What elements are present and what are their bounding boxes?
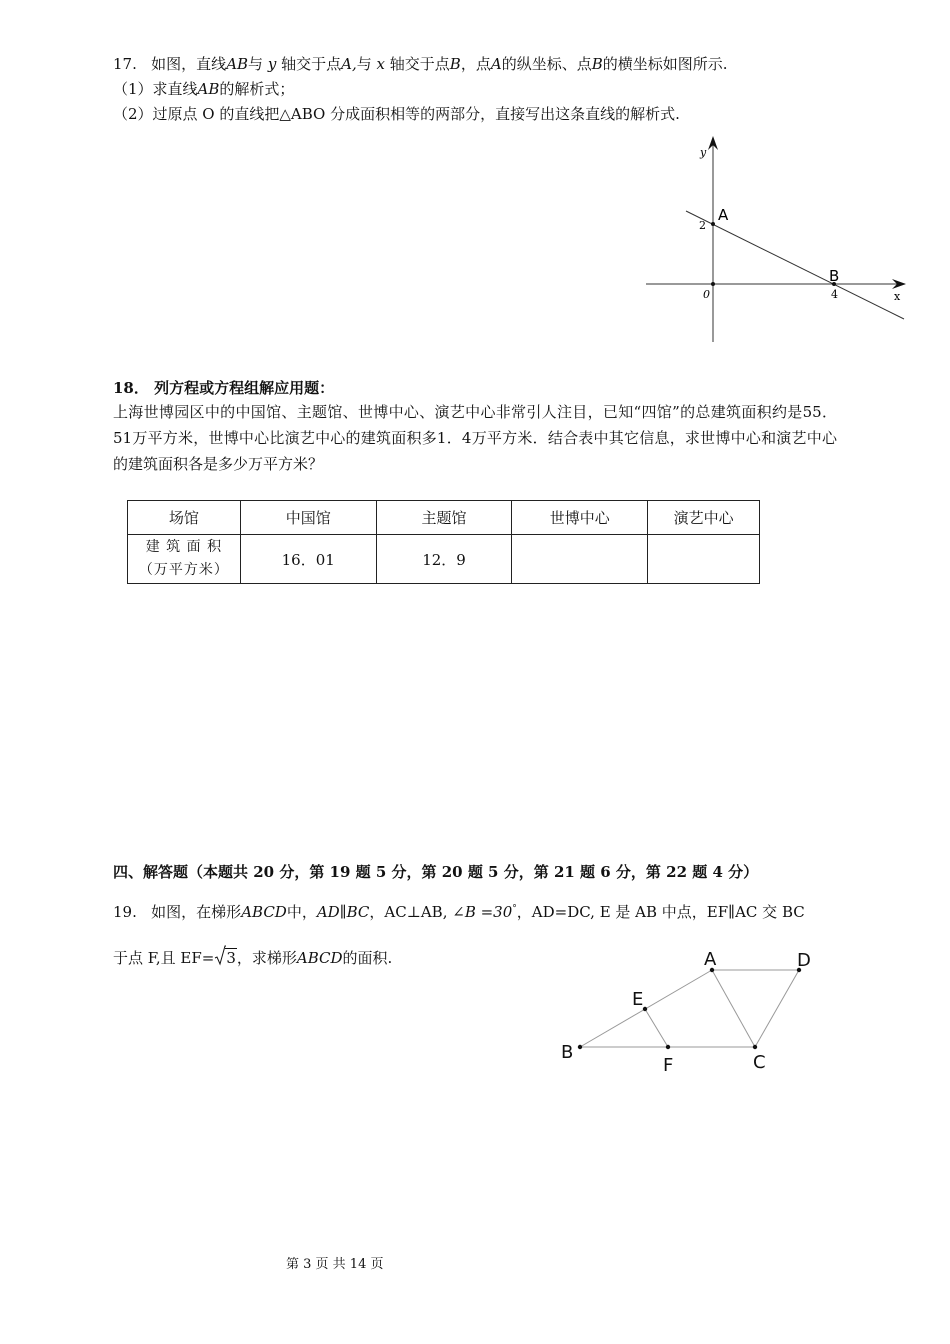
segment-ac bbox=[712, 970, 755, 1047]
page-footer: 第 3 页 共 14 页 bbox=[286, 1257, 384, 1272]
label-c: C bbox=[753, 1052, 766, 1073]
label-y: y bbox=[700, 146, 707, 159]
label-o: 0 bbox=[703, 288, 710, 301]
table-cell: 16．01 bbox=[240, 535, 376, 584]
table-cell bbox=[512, 535, 648, 584]
point-f bbox=[666, 1045, 670, 1049]
label-e: E bbox=[632, 989, 644, 1010]
q19-line2: 于点 F,且 EF= 3，求梯形ABCD的面积. bbox=[113, 947, 392, 969]
segment-ef bbox=[645, 1009, 668, 1047]
table-header-cell: 世博中心 bbox=[512, 501, 648, 535]
label-a: A bbox=[718, 206, 729, 224]
q19-figure bbox=[555, 945, 825, 1080]
point-b bbox=[578, 1045, 582, 1049]
q17-sub1: （1）求直线AB的解析式； bbox=[113, 80, 295, 98]
table-header-cell: 主题馆 bbox=[376, 501, 512, 535]
q18-body: 上海世博园区中的中国馆、主题馆、世博中心、演艺中心非常引人注目，已知“四馆”的总建筑面积约是55．51万平方米，世博中心比演艺中心的建筑面积多1．4万平方米．结合表中其它信息，求世博中心和演艺中心的建筑面积各是多少万平方米？ bbox=[113, 403, 837, 473]
label-f: F bbox=[663, 1055, 674, 1076]
tick-4: 4 bbox=[831, 288, 838, 301]
q18-title: 18． 列方程或方程组解应用题： bbox=[113, 379, 335, 397]
section-4-title: 四、解答题（本题共 20 分，第 19 题 5 分，第 20 题 5 分，第 21 题 6 分，第 22 题 4 分） bbox=[113, 863, 759, 881]
line-ab bbox=[686, 211, 904, 319]
q17-stem: 17. 如图，直线AB与 y 轴交于点A,与 x 轴交于点B，点A的纵坐标、点B的横坐标如图所示. bbox=[113, 55, 728, 73]
point-a bbox=[711, 222, 715, 226]
label-b: B bbox=[829, 267, 840, 285]
q17-sub2: （2）过原点 O 的直线把△ABO 分成面积相等的两部分，直接写出这条直线的解析式. bbox=[113, 105, 680, 123]
table-header-cell: 中国馆 bbox=[240, 501, 376, 535]
sqrt-sign: 3 bbox=[214, 947, 237, 969]
point-c bbox=[753, 1045, 757, 1049]
label-d: D bbox=[797, 950, 811, 971]
table-header-cell: 场馆 bbox=[128, 501, 241, 535]
table-cell: 12．9 bbox=[376, 535, 512, 584]
venue-table bbox=[127, 500, 760, 584]
table-cell bbox=[648, 535, 760, 584]
table-header-row bbox=[128, 501, 760, 535]
label-b: B bbox=[561, 1042, 574, 1063]
tick-2: 2 bbox=[699, 219, 706, 232]
table-row-label: 建 筑 面 积 （万平方米） bbox=[128, 535, 241, 584]
table-header-cell: 演艺中心 bbox=[648, 501, 760, 535]
point-o bbox=[711, 282, 715, 286]
point-e bbox=[643, 1007, 647, 1011]
q17-figure bbox=[640, 132, 910, 347]
segment-dc bbox=[755, 970, 799, 1047]
table-row bbox=[128, 535, 760, 584]
radical-icon bbox=[214, 945, 226, 967]
q19-line1: 19. 如图，在梯形ABCD中，AD∥BC，AC⊥AB, ∠B =30°，AD=DC, E 是 AB 中点，EF∥AC 交 BC bbox=[113, 903, 805, 921]
label-a: A bbox=[704, 949, 717, 970]
label-x: x bbox=[894, 290, 901, 303]
